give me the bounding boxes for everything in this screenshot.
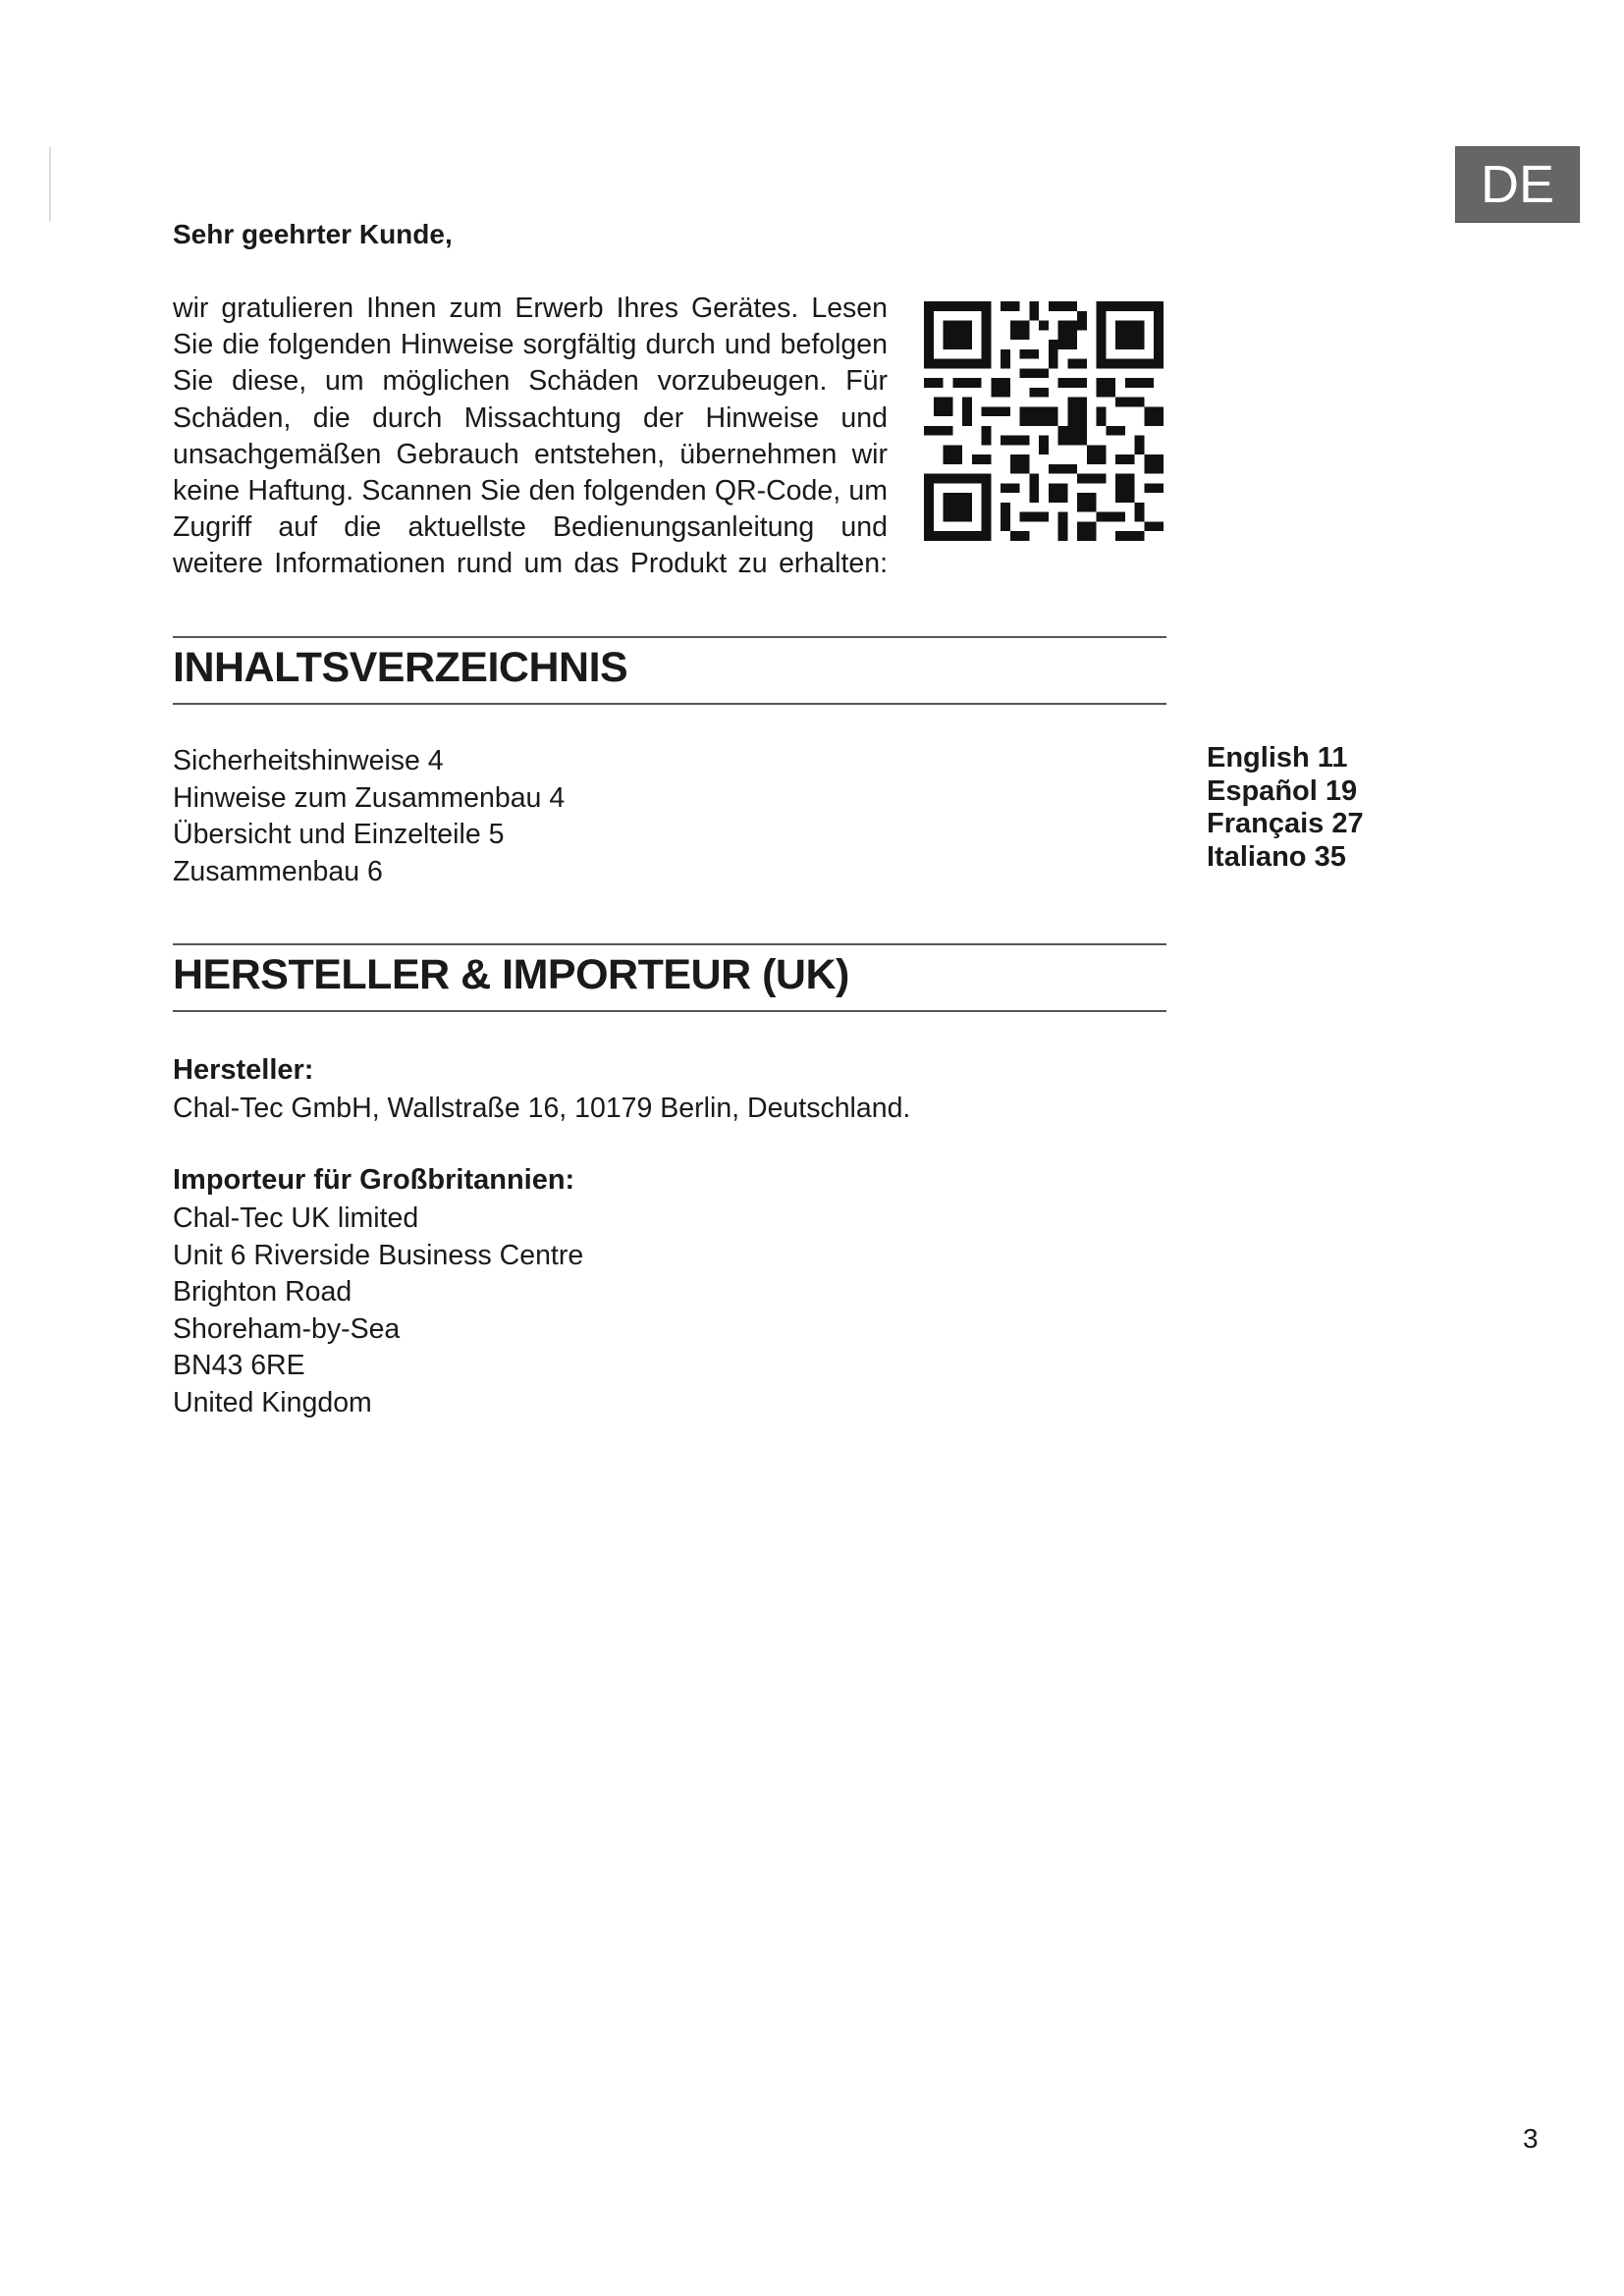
intro-line: wir gratulieren Ihnen zum Erwerb Ihres Gerätes. [173, 293, 799, 324]
toc-rule-top [173, 636, 1166, 638]
intro-line: Lesen Sie die folgenden Hinweise sorgfältig durch und [173, 293, 888, 361]
language-item[interactable]: Español 19 [1207, 774, 1358, 807]
toc-list [173, 743, 565, 890]
address-line: United Kingdom [173, 1386, 372, 1418]
address-line: Unit 6 Riverside Business Centre [173, 1239, 584, 1271]
greeting: Sehr geehrter Kunde, [173, 219, 453, 249]
manufacturer-label: Hersteller: [173, 1054, 314, 1086]
margin-line [49, 147, 51, 222]
manufacturer-address: Chal-Tec GmbH, Wallstraße 16, 10179 Berlin, Deutschland. [173, 1093, 911, 1124]
toc-item[interactable]: Hinweise zum Zusammenbau 4 [173, 781, 566, 814]
language-item[interactable]: English 11 [1207, 742, 1348, 774]
toc-rule-bottom [173, 703, 1166, 705]
language-item[interactable]: Italiano 35 [1207, 840, 1346, 873]
address-line: Shoreham-by-Sea [173, 1312, 401, 1345]
qr-code[interactable] [924, 301, 1164, 541]
toc-item[interactable]: Zusammenbau 6 [173, 855, 383, 887]
intro-line: befolgen Sie diese, um möglichen Schäden vorzubeugen. [173, 329, 888, 398]
importer-label: Importeur für Großbritannien: [173, 1164, 575, 1196]
language-list [1207, 742, 1364, 874]
toc-item[interactable]: Übersicht und Einzelteile 5 [173, 819, 505, 850]
toc-heading: INHALTSVERZEICHNIS [173, 644, 628, 691]
address-line: Chal-Tec UK limited [173, 1202, 419, 1234]
address-line: BN43 6RE [173, 1350, 305, 1381]
intro-paragraph [173, 291, 888, 583]
importer-address [173, 1201, 583, 1421]
language-item[interactable]: Français 27 [1207, 808, 1364, 839]
manufacturer-heading: HERSTELLER & IMPORTEUR (UK) [173, 951, 849, 998]
intro-line: unsachgemäßen Gebrauch entstehen, übernehmen wir [173, 438, 888, 470]
intro-line: weitere Informationen rund um das Produkt zu erhalten: [173, 548, 888, 580]
manufacturer-rule-top [173, 943, 1166, 945]
intro-line: Für Schäden, die durch Missachtung der Hinweise und [173, 365, 888, 434]
intro-line: keine Haftung. Scannen Sie den folgenden QR-Code, [173, 475, 841, 507]
manufacturer-rule-bottom [173, 1010, 1166, 1012]
address-line: Brighton Road [173, 1276, 352, 1308]
language-badge: DE [1455, 146, 1580, 223]
page-number: 3 [1523, 2123, 1539, 2154]
intro-line: um Zugriff auf die aktuellste Bedienungsanleitung und [173, 475, 888, 544]
toc-item[interactable]: Sicherheitshinweise 4 [173, 745, 444, 776]
